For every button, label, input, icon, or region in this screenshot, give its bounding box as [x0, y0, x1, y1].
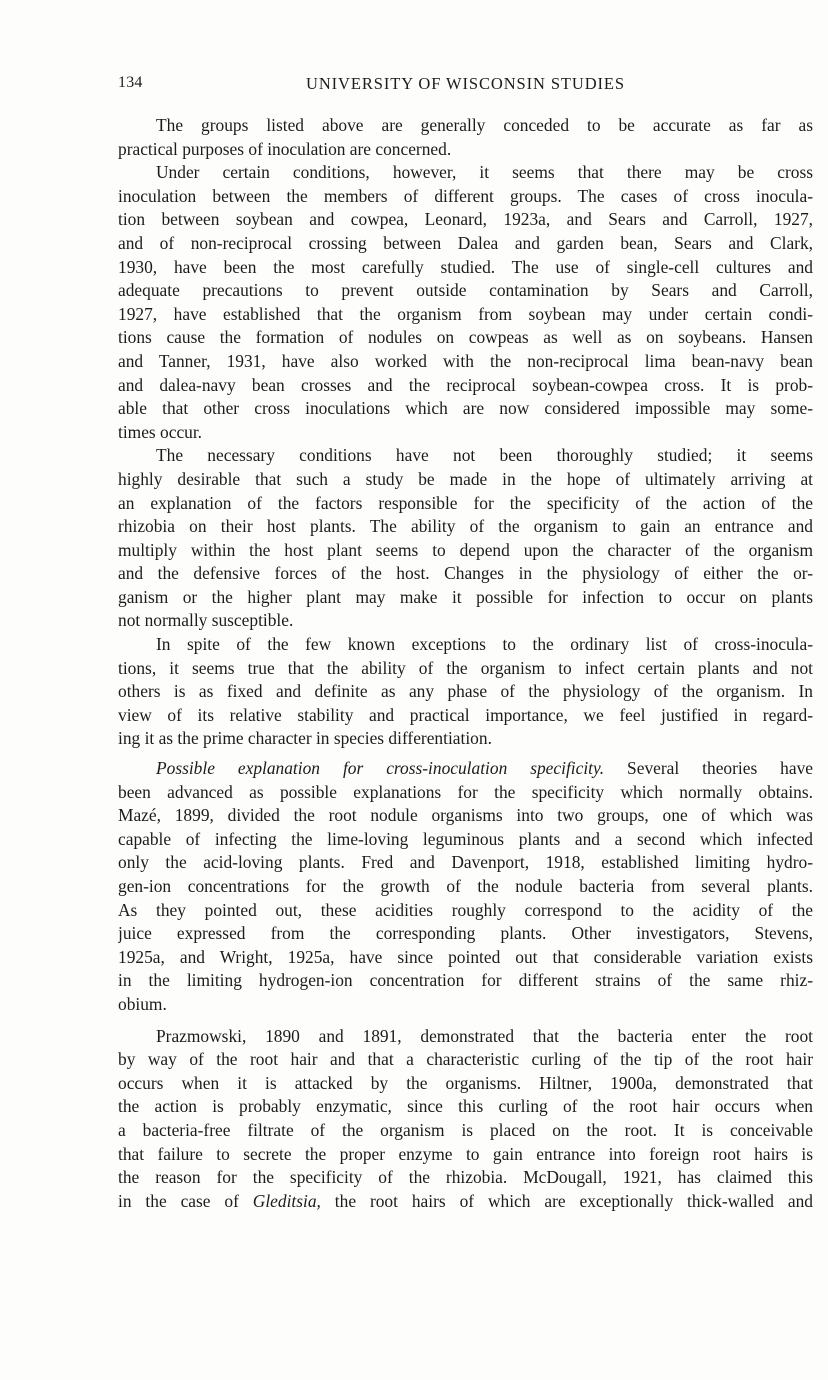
text-line: juice expressed from the corresponding plants. Other investigators, Stevens, [118, 923, 813, 944]
text-line: and Tanner, 1931, have also worked with the non-reciprocal lima bean-navy bean [118, 350, 813, 371]
text-line: the reason for the specificity of the rhizobia. McDougall, 1921, has claimed this [118, 1167, 813, 1188]
text-line: Mazé, 1899, divided the root nodule organisms into two groups, one of which was [118, 805, 813, 826]
text-line: capable of infecting the lime-loving leguminous plants and a second which infected [118, 828, 813, 849]
text-line: obium. [118, 993, 167, 1014]
page-header [118, 74, 813, 98]
paragraph-5 [118, 757, 813, 1017]
text-line: times occur. [118, 421, 203, 442]
running-head: UNIVERSITY OF WISCONSIN STUDIES [306, 74, 625, 93]
text-line: able that other cross inoculations which are now considered impossible may some- [118, 398, 813, 419]
text-line: 1925a, and Wright, 1925a, have since pointed out that considerable variation exists [118, 946, 813, 967]
text-line: view of its relative stability and practical importance, we feel justified in regard- [118, 704, 813, 725]
text-line: ing it as the prime character in species differentiation. [118, 728, 492, 749]
paragraph-6 [118, 1025, 813, 1214]
paragraph-2 [118, 161, 813, 444]
text-line: Prazmowski, 1890 and 1891, demonstrated that the bacteria enter the root [156, 1025, 813, 1046]
text-line: Under certain conditions, however, it seems that there may be cross [156, 162, 813, 183]
text-line: a bacteria-free filtrate of the organism is placed on the root. It is conceivable [118, 1119, 813, 1140]
body-text [118, 114, 813, 1213]
text-line: an explanation of the factors responsible for the specificity of the action of the [118, 492, 813, 513]
text-line: In spite of the few known exceptions to the ordinary list of cross-inocula- [156, 634, 813, 655]
text-run: in the case of [118, 1190, 253, 1211]
text-line: gen-ion concentrations for the growth of the nodule bacteria from several plants. [118, 876, 813, 896]
text-line: and of non-reciprocal crossing between Dalea and garden bean, Sears and Clark, [118, 232, 813, 253]
text-line: The necessary conditions have not been thoroughly studied; it seems [156, 445, 813, 466]
text-line [118, 1190, 813, 1214]
genus-name: Gleditsia, [252, 1190, 321, 1211]
text-line: As they pointed out, these acidities roughly correspond to the acidity of the [118, 899, 813, 920]
text-line: 1930, have been the most carefully studied. The use of single-cell cultures and [118, 256, 813, 277]
text-line: inoculation between the members of different groups. The cases of cross inocula- [118, 185, 813, 206]
text-line: in the limiting hydrogen-ion concentration for different strains of the same rhiz- [118, 970, 813, 991]
paragraph-1 [118, 114, 813, 161]
text-line: ganism or the higher plant may make it possible for infection to occur on plants [118, 586, 813, 607]
text-line: adequate precautions to prevent outside contamination by Sears and Carroll, [118, 280, 813, 301]
text-line: and dalea-navy bean crosses and the reciprocal soybean-cowpea cross. It is prob- [118, 374, 813, 395]
text-line: highly desirable that such a study be made in the hope of ultimately arriving at [118, 468, 813, 489]
text-line: the action is probably enzymatic, since this curling of the root hair occurs when [118, 1096, 813, 1117]
text-line: 1927, have established that the organism from soybean may under certain condi- [118, 303, 813, 324]
text-line: rhizobia on their host plants. The ability of the organism to gain an entrance and [118, 516, 813, 537]
text-line: The groups listed above are generally conceded to be accurate as far as [156, 115, 813, 135]
paragraph-3 [118, 444, 813, 633]
text-line: multiply within the host plant seems to depend upon the character of the organism [118, 539, 813, 560]
text-line: occurs when it is attacked by the organisms. Hiltner, 1900a, demonstrated that [118, 1072, 813, 1093]
text-line: by way of the root hair and that a characteristic curling of the tip of the root hair [118, 1049, 813, 1070]
text-run: Several theories have [604, 758, 813, 779]
text-line [118, 757, 813, 781]
text-line: not normally susceptible. [118, 610, 294, 631]
text-run: the root hairs of which are exceptionally thick-walled and [320, 1190, 813, 1211]
text-line: tion between soybean and cowpea, Leonard, 1923a, and Sears and Carroll, 1927, [118, 209, 813, 230]
text-line: only the acid-loving plants. Fred and Davenport, 1918, established limiting hydro- [118, 852, 813, 873]
text-line: tions, it seems true that the ability of the organism to infect certain plants and not [118, 657, 813, 678]
text-line: that failure to secrete the proper enzyme to gain entrance into foreign root hairs is [118, 1143, 813, 1164]
text-line: tions cause the formation of nodules on cowpeas as well as on soybeans. Hansen [118, 327, 813, 348]
text-line: practical purposes of inoculation are concerned. [118, 138, 452, 159]
paragraph-4 [118, 633, 813, 751]
page-number: 134 [118, 74, 143, 91]
text-line: and the defensive forces of the host. Changes in the physiology of either the or- [118, 563, 813, 584]
section-run-in-heading: Possible explanation for cross-inoculation specificity. [156, 758, 605, 779]
text-line: been advanced as possible explanations for the specificity which normally obtains. [118, 781, 813, 802]
text-line: others is as fixed and definite as any phase of the physiology of the organism. In [118, 681, 813, 702]
